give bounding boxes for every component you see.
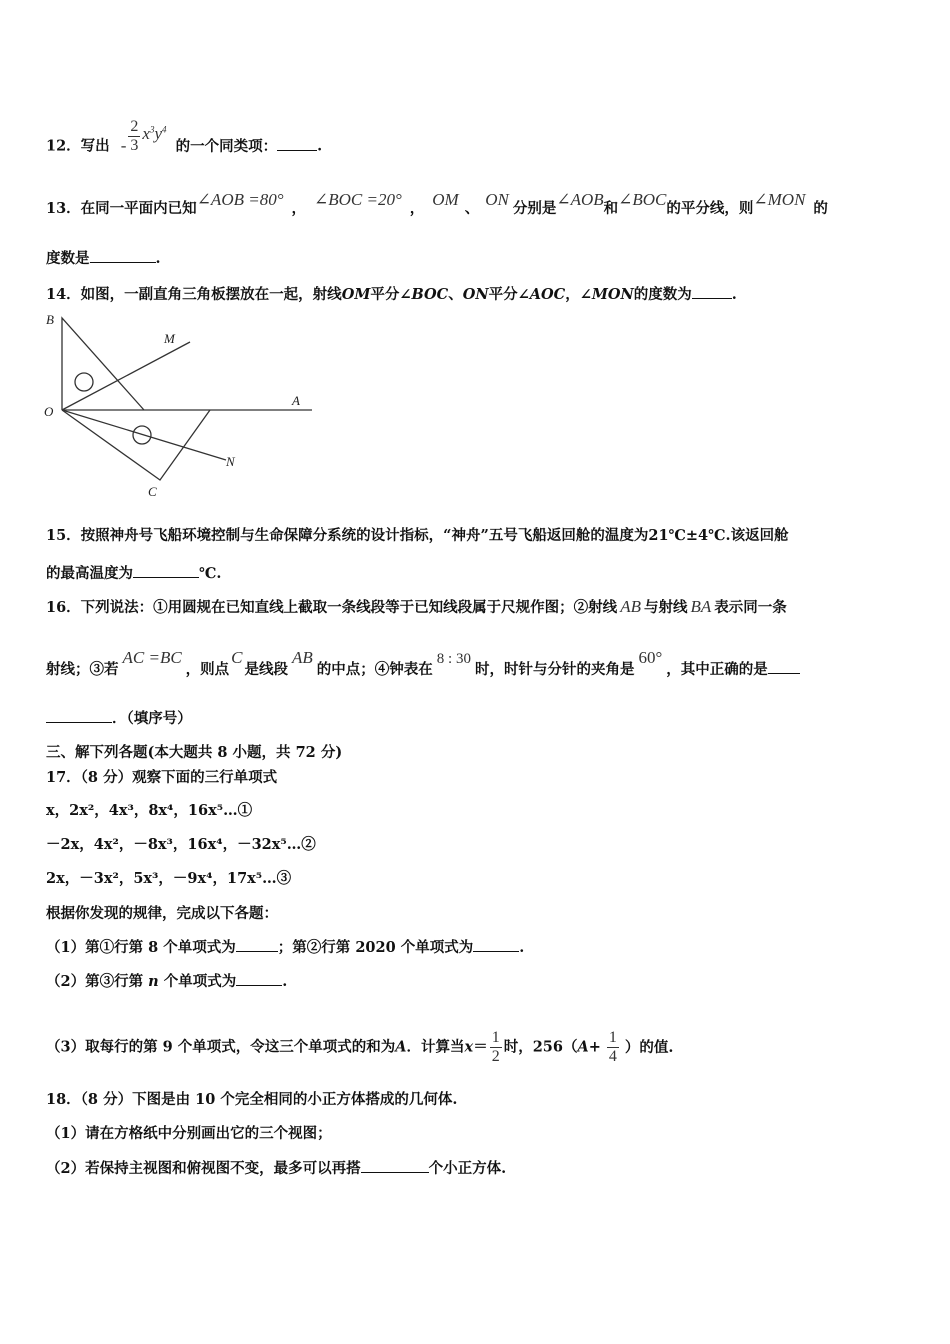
q17-row-2: －2x，4x²，－8x³，16x⁴，－32x⁵…② <box>46 836 316 853</box>
label-m: M <box>164 331 175 346</box>
label-b: B <box>46 312 54 327</box>
question-13: 13．在同一平面内已知∠AOB =80° ， ∠BOC =20° ， OM 、 ON 分别是∠AOB和∠BOC的平分线，则∠MON 的 <box>46 190 828 217</box>
q17-p1-blank-a <box>236 937 278 952</box>
label-n: N <box>226 454 235 469</box>
label-a: A <box>292 393 300 408</box>
q17-row-3: 2x，－3x²，5x³，－9x⁴，17x⁵…③ <box>46 870 292 887</box>
upper-set-square-hole <box>75 373 93 391</box>
lower-set-square <box>62 410 210 480</box>
q13-answer-blank <box>90 248 156 263</box>
question-12: 12．写出 - $\frac{2}{3}$ $x^3y^4$ 的一个同类项： . <box>46 118 323 155</box>
q17-intro: 根据你发现的规律，完成以下各题： <box>46 905 278 922</box>
ray-on <box>62 410 226 460</box>
q17-p1-blank-b <box>473 937 519 952</box>
q17-fraction-half: $\frac{1}{2}$ <box>491 1029 500 1065</box>
q18-part-2: （2）若保持主视图和俯视图不变，最多可以再搭 个小正方体. <box>46 1160 507 1177</box>
q12-sign: - <box>120 135 127 155</box>
question-14: 14．如图，一副直角三角板摆放在一起，射线OM平分∠BOC、ON平分∠AOC，∠MON的度数为 . <box>46 286 737 303</box>
q18-part-1: （1）请在方格纸中分别画出它的三个视图； <box>46 1125 332 1142</box>
q12-answer-blank <box>277 136 317 151</box>
question-16-line2: 射线；③若AC =BC，则点C是线段AB的中点；④钟表在8 : 30时，时针与分针的夹角是60°，其中正确的是 <box>46 659 800 680</box>
section-3-heading: 三、解下列各题(本大题共 8 小题，共 72 分) <box>46 744 343 761</box>
q12-text: 的一个同类项： <box>175 137 278 155</box>
q18-answer-blank <box>361 1158 429 1173</box>
question-16: 16．下列说法：①用圆规在已知直线上截取一条线段等于已知线段属于尺规作图；②射线 AB 与射线 BA 表示同一条 <box>46 597 787 616</box>
q16-answer-blank-b <box>46 708 112 723</box>
ray-om <box>62 342 190 410</box>
question-15-line2: 的最高温度为 ℃. <box>46 565 222 582</box>
q17-part-2: （2）第③行第 n 个单项式为 . <box>46 973 288 990</box>
question-17-title: 17．（8 分）观察下面的三行单项式 <box>46 769 278 786</box>
question-13-line2: 度数是 . <box>46 250 161 267</box>
q17-p2-blank <box>236 971 282 986</box>
question-15: 15．按照神舟号飞船环境控制与生命保障分系统的设计指标，“神舟”五号飞船返回舱的温度为21℃±4℃.该返回舱 <box>46 527 789 544</box>
q14-answer-blank <box>692 284 732 299</box>
q16-answer-blank-a <box>768 659 800 674</box>
q12-number: 12．写出 <box>46 137 110 155</box>
upper-set-square <box>62 318 144 410</box>
label-o: O <box>44 404 54 419</box>
label-c: C <box>148 484 157 499</box>
question-16-line3: ．（填序号） <box>46 708 192 729</box>
q15-answer-blank <box>133 563 199 578</box>
q17-part-3: （3）取每行的第 9 个单项式，令这三个单项式的和为A．计算当x＝ $\frac{1}{2}$ 时，256（A+ $\frac{1}{4}$ ）的值. <box>46 1029 674 1065</box>
q17-row-1: x，2x²，4x³，8x⁴，16x⁵…① <box>46 802 253 819</box>
q17-fraction-quarter: $\frac{1}{4}$ <box>608 1029 617 1065</box>
q13-angle-aob: ∠AOB =80° <box>196 190 284 209</box>
question-18-title: 18．（8 分）下图是由 10 个完全相同的小正方体搭成的几何体. <box>46 1091 458 1108</box>
q14-triangle-figure <box>40 308 330 508</box>
q17-part-1: （1）第①行第 8 个单项式为 ；第②行第 2020 个单项式为 . <box>46 939 525 956</box>
q12-expression: $x^3y^4$ <box>142 123 167 143</box>
q12-fraction: $\frac{2}{3}$ <box>130 118 139 154</box>
q13-angle-boc: ∠BOC =20° <box>314 190 402 209</box>
